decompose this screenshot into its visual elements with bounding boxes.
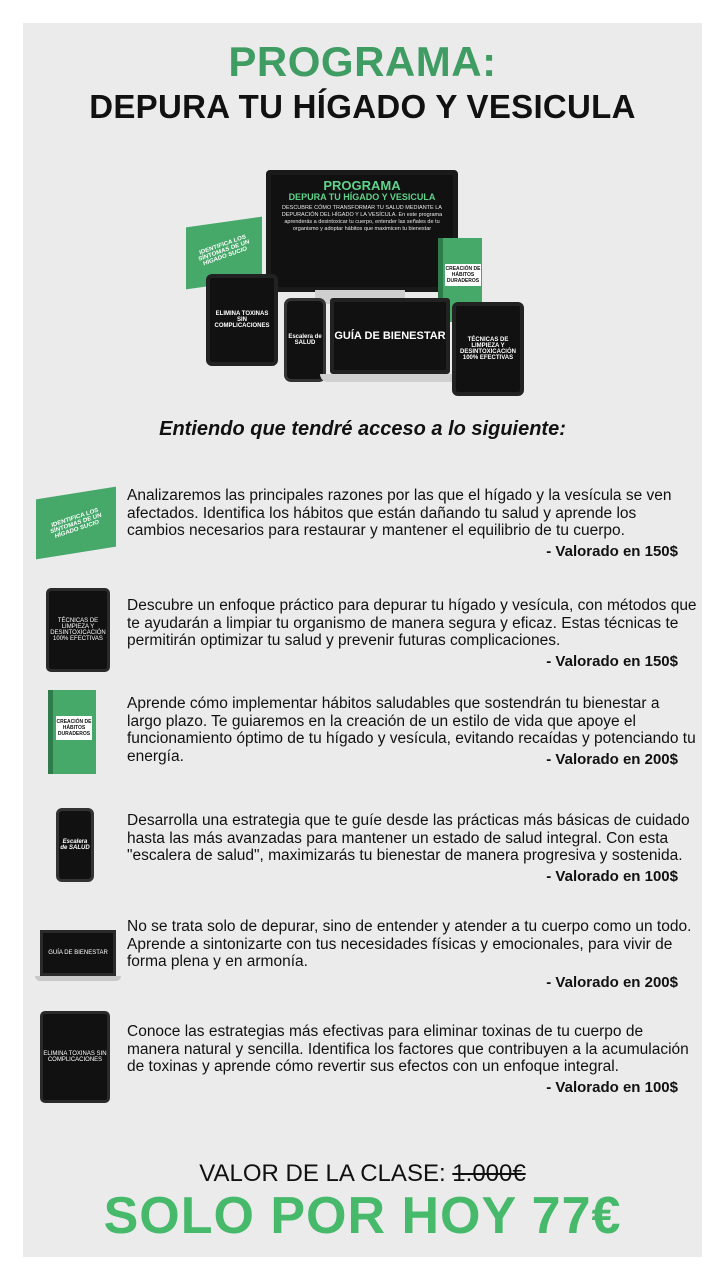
promo-price: SOLO POR HOY 77€ — [103, 1187, 622, 1245]
class-value — [0, 1160, 725, 1188]
item-price: - Valorado en 100$ — [546, 868, 678, 885]
item-description: Conoce las estrategias más efectivas para eliminar toxinas de tu cuerpo de manera natural y sencilla. Identifica los factores que contribuyen a la acumulación de toxinas y aprende cómo revertir sus efectos con un enfoque integral. — [127, 1023, 689, 1075]
page-title: PROGRAMA: — [228, 38, 497, 85]
item-description: No se trata solo de depurar, sino de entender y atender a tu cuerpo como un todo. Aprende a sintonizarte con tus necesidades físicas y emocionales, para vivir de forma plena y en armonía. — [127, 918, 692, 970]
laptop-base — [320, 374, 460, 382]
item-price: - Valorado en 150$ — [546, 653, 678, 670]
laptop-thumbnail: GUÍA DE BIENESTAR — [40, 930, 121, 981]
hero-monitor — [266, 170, 458, 292]
monitor-subtitle: DEPURA TU HÍGADO Y VESICULA — [288, 192, 436, 202]
book-thumbnail: CREACIÓN DE HÁBITOS DURADEROS — [48, 690, 96, 774]
page-subtitle: DEPURA TU HÍGADO Y VESICULA — [89, 88, 636, 125]
item-price: - Valorado en 100$ — [546, 1079, 678, 1096]
product-mockup — [180, 168, 530, 400]
phone-thumbnail: Escalera de SALUD — [56, 808, 94, 882]
hero-phone: Escalera de SALUD — [284, 298, 326, 382]
item-description: Desarrolla una estrategia que te guíe desde las prácticas más básicas de cuidado hasta las más avanzadas para mantener un estado de salud integral. Con esta "escalera de salud", maximizarás tu bienestar de manera progresiva y sostenida. — [127, 812, 690, 864]
access-heading: Entiendo que tendré acceso a lo siguiente: — [159, 418, 566, 440]
hero-tablet-left: ELIMINA TOXINAS SIN COMPLICACIONES — [206, 274, 278, 366]
hero-book: CREACIÓN DE HÁBITOS DURADEROS — [438, 238, 482, 322]
item-price: - Valorado en 150$ — [546, 543, 678, 560]
value-label: VALOR DE LA CLASE: — [199, 1160, 446, 1187]
item-description: Aprende cómo implementar hábitos saludables que sostendrán tu bienestar a largo plazo. Te guiaremos en la creación de un estilo de vida que apoye el funcionamiento óptimo de tu hígado y vesícula, evitando recaídas y potenciando tu energía. — [127, 695, 696, 765]
monitor-title: PROGRAMA — [323, 178, 401, 193]
tablet-thumbnail: TÉCNICAS DE LIMPIEZA Y DESINTOXICACIÓN 100% EFECTIVAS — [46, 588, 110, 672]
item-description: Descubre un enfoque práctico para depurar tu hígado y vesícula, con métodos que te ayudarán a limpiar tu organismo de manera segura y eficaz. Estas técnicas te permitirán optimizar tu salud y prevenir futuras complicaciones. — [127, 597, 697, 649]
box-thumbnail: IDENTIFICA LOS SÍNTOMAS DE UN HÍGADO SUCIO — [36, 493, 116, 553]
item-price: - Valorado en 200$ — [546, 751, 678, 768]
item-price: - Valorado en 200$ — [546, 974, 678, 991]
hero-laptop: GUÍA DE BIENESTAR — [330, 298, 450, 374]
item-description: Analizaremos las principales razones por las que el hígado y la vesícula se ven afectados. Identifica los hábitos que están dañando tu salud y aprende los cambios necesarios para restaurar y mantener el equilibrio de tu cuerpo. — [127, 487, 672, 539]
hero-tablet-right: TÉCNICAS DE LIMPIEZA Y DESINTOXICACIÓN 100% EFECTIVAS — [452, 302, 524, 396]
monitor-text: DESCUBRE CÓMO TRANSFORMAR TU SALUD MEDIANTE LA DEPURACIÓN DEL HÍGADO Y LA VESÍCULA. En este programa aprenderás a desintoxicar tu cuerpo, entender las señales de tu organismo y adoptar hábitos que maximicen tu bienestar — [281, 205, 443, 232]
hero-box: IDENTIFICA LOS SÍNTOMAS DE UN HÍGADO SUCIO — [186, 217, 262, 290]
tablet-thumbnail: ELIMINA TOXINAS SIN COMPLICACIONES — [40, 1011, 110, 1103]
old-price: 1.000€ — [452, 1160, 526, 1187]
